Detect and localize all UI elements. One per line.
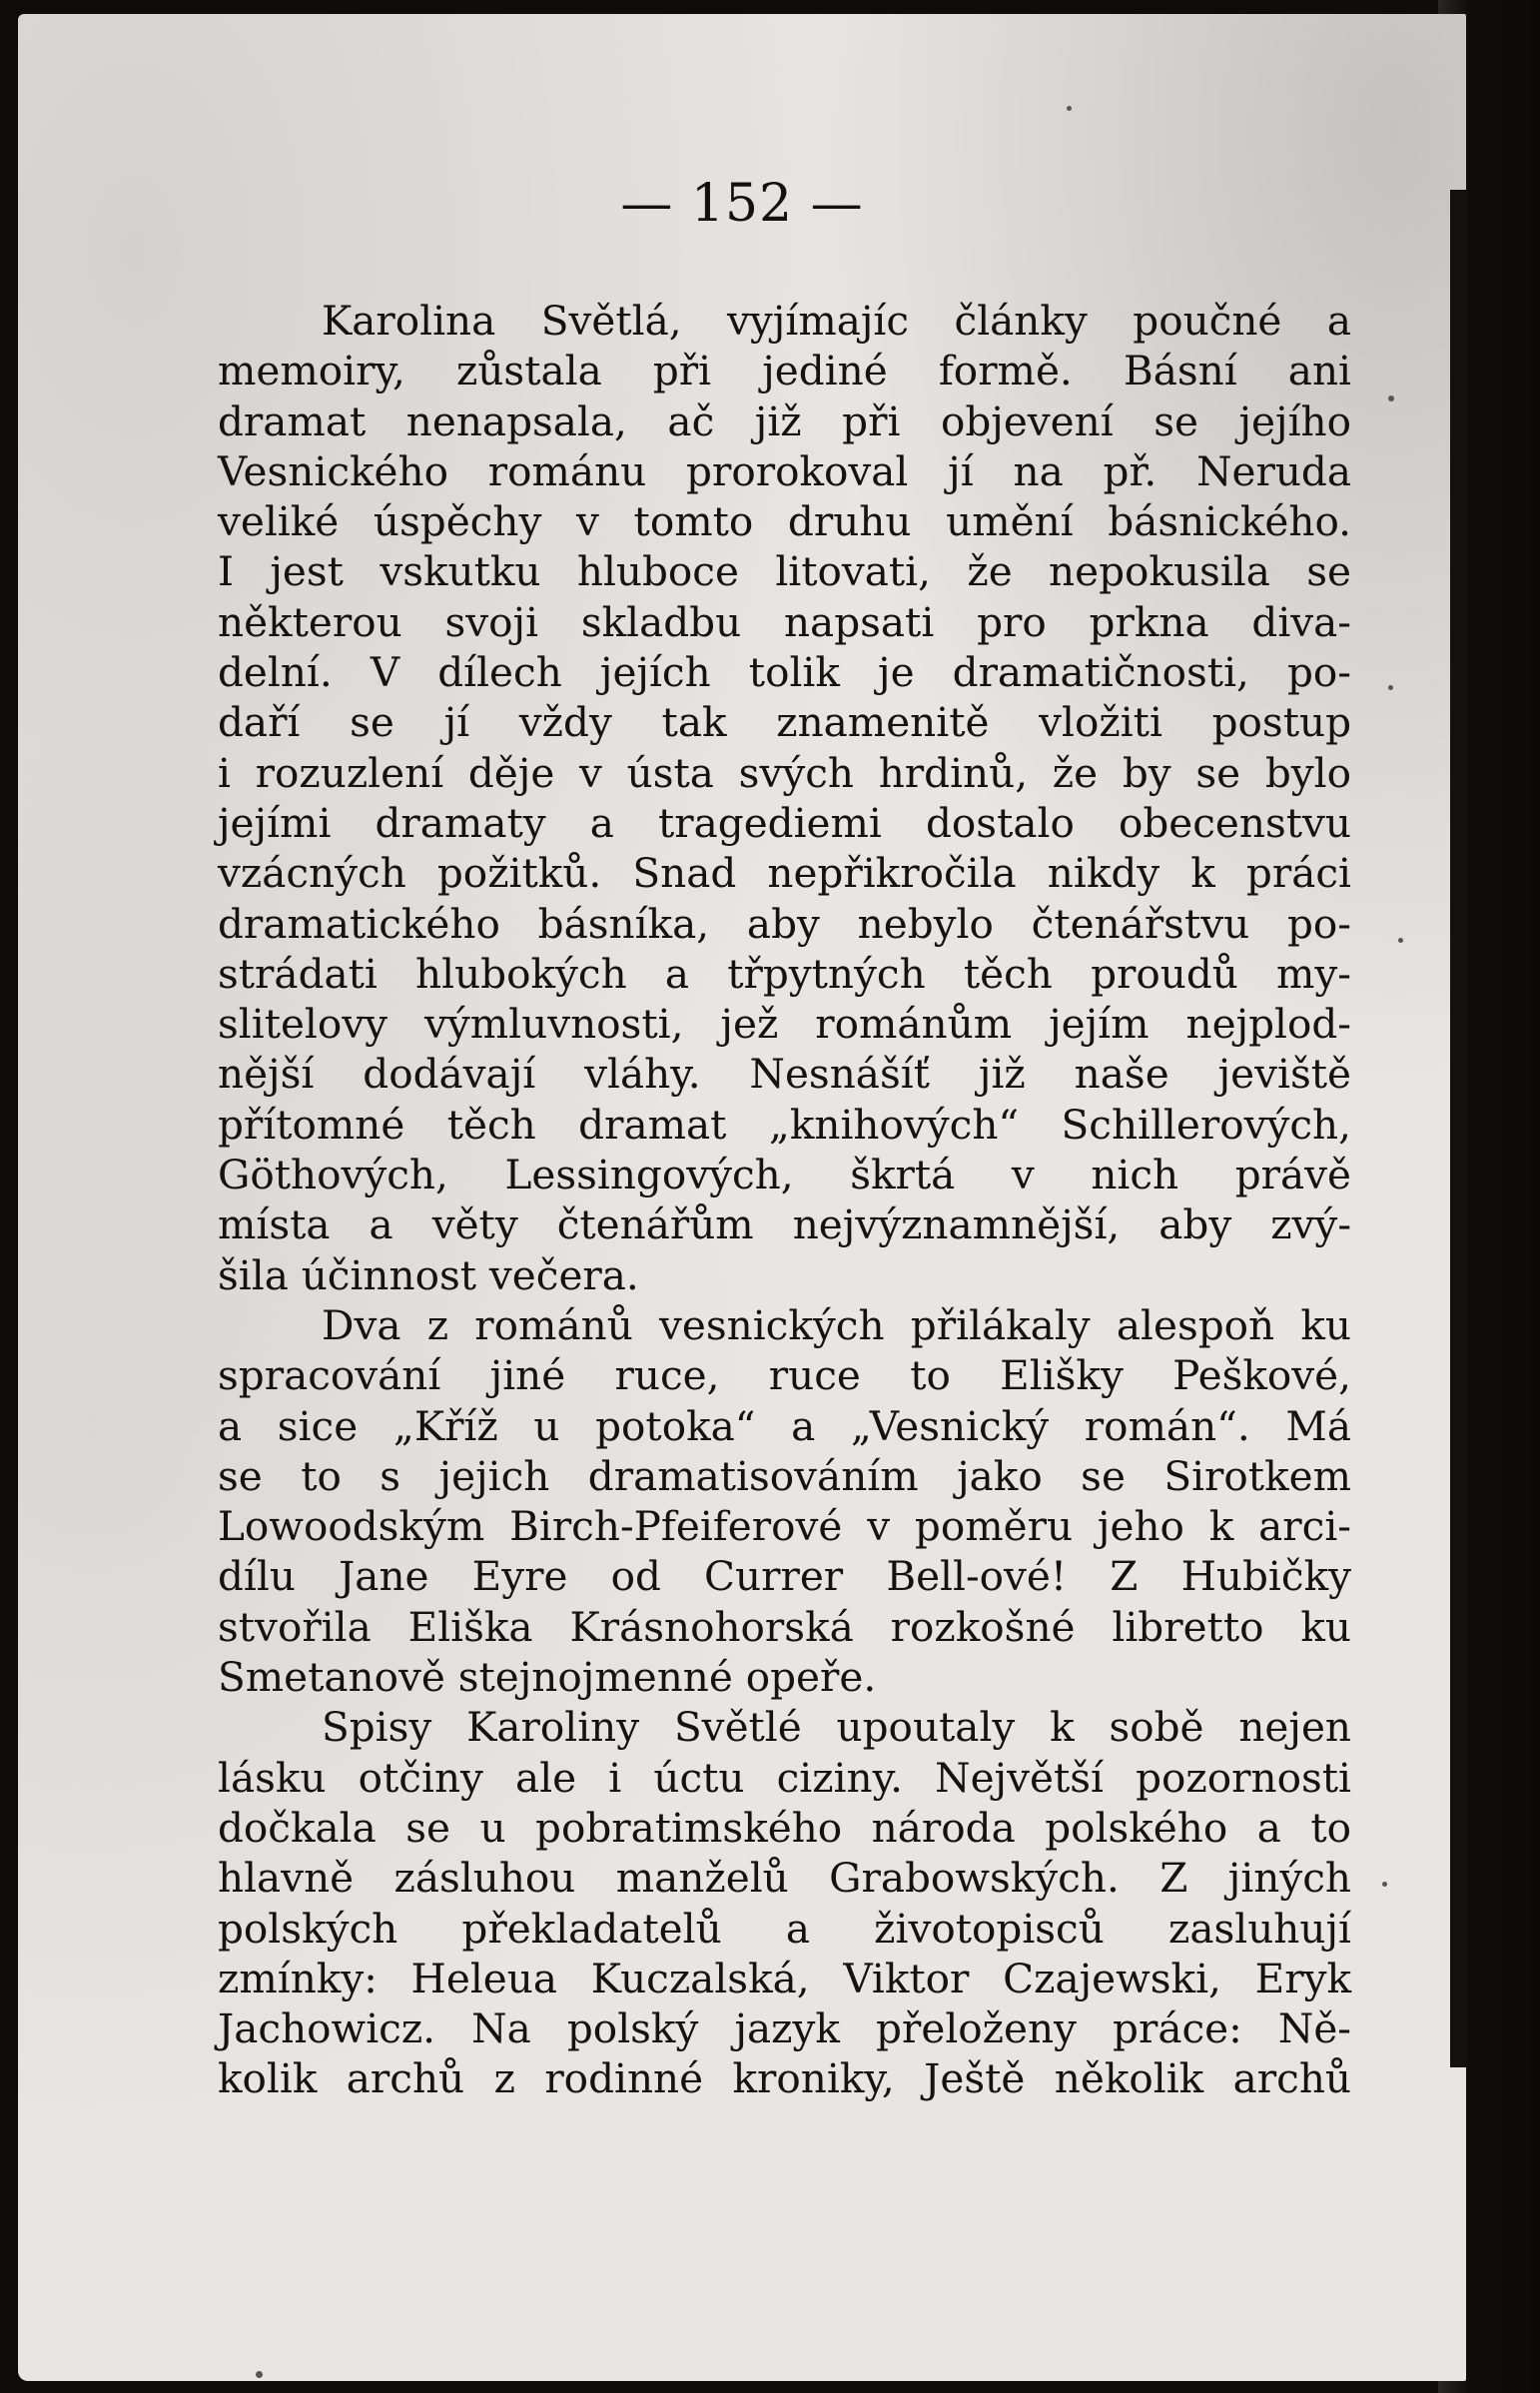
text-line: Lowoodským Birch-Pfeiferové v poměru jeho k arci- (218, 1502, 1351, 1551)
scan-speck (1388, 685, 1393, 690)
paragraph-3 (218, 1702, 1351, 2103)
text-line: jejími dramaty a tragediemi dostalo obecenstvu (218, 798, 1351, 847)
text-line: polských překladatelů a životopisců zasluhují (218, 1904, 1351, 1953)
text-line: hlavně zásluhou manželů Grabowských. Z jiných (218, 1854, 1351, 1903)
page-number: — 152 — (620, 174, 864, 234)
page-edge-strip (1450, 190, 1466, 2067)
text-line: i rozuzlení děje v ústa svých hrdinů, že by se bylo (218, 748, 1351, 797)
text-line: některou svoji skladbu napsati pro prkna diva- (218, 597, 1351, 646)
text-line: lásku otčiny ale i úctu ciziny. Největší pozornosti (218, 1753, 1351, 1802)
text-line: strádati hlubokých a třpytných těch proudů my- (218, 949, 1351, 998)
text-line: Smetanově stejnojmenné opeře. (218, 1653, 877, 1702)
text-line: daří se jí vždy tak znamenitě vložiti postup (218, 698, 1351, 747)
text-line: nější dodávají vláhy. Nesnášíť již naše jeviště (218, 1050, 1351, 1099)
text-line: Karolina Světlá, vyjímajíc články poučné a (322, 297, 1351, 345)
paragraph-2 (218, 1300, 1351, 1702)
scan-speck (256, 2371, 263, 2378)
text-line: šila účinnost večera. (218, 1250, 639, 1299)
scan-speck (1067, 106, 1072, 111)
text-line: Spisy Karoliny Světlé upoutaly k sobě nejen (322, 1703, 1351, 1752)
text-line: Jachowicz. Na polský jazyk přeloženy práce: Ně- (218, 2004, 1351, 2053)
text-line: veliké úspěchy v tomto druhu umění básnického. (218, 497, 1351, 546)
text-line: přítomné těch dramat „knihových“ Schillerových, (218, 1100, 1351, 1149)
text-line: spracování jiné ruce, ruce to Elišky Peškové, (218, 1351, 1351, 1400)
text-line: Göthových, Lessingových, škrtá v nich právě (218, 1151, 1351, 1199)
paragraph-1 (218, 296, 1351, 1300)
text-line: dramatického básníka, aby nebylo čtenářstvu po- (218, 899, 1351, 948)
text-line: slitelovy výmluvnosti, jež románům jejím nejplod- (218, 1000, 1351, 1049)
scan-speck (1398, 938, 1403, 943)
text-line: zmínky: Heleua Kuczalská, Viktor Czajewski, Eryk (218, 1954, 1351, 2002)
text-line: I jest vskutku hluboce litovati, že nepokusila se (218, 547, 1351, 596)
text-line: vzácných požitků. Snad nepřikročila nikdy k práci (218, 849, 1351, 898)
scan-speck (1388, 396, 1394, 401)
book-page (18, 14, 1466, 2381)
text-line: kolik archů z rodinné kroniky, Ještě několik archů (218, 2054, 1351, 2103)
text-line: a sice „Kříž u potoka“ a „Vesnický román“. Má (218, 1401, 1351, 1450)
text-line: Vesnického románu prorokoval jí na př. Neruda (218, 446, 1351, 495)
text-line: se to s jejich dramatisováním jako se Sirotkem (218, 1451, 1351, 1500)
text-line: dočkala se u pobratimského národa polského a to (218, 1803, 1351, 1852)
text-line: stvořila Eliška Krásnohorská rozkošné libretto ku (218, 1602, 1351, 1651)
text-line: dílu Jane Eyre od Currer Bell-ové! Z Hubičky (218, 1552, 1351, 1601)
scan-speck (1382, 1882, 1387, 1887)
text-line: memoiry, zůstala při jediné formě. Básní ani (218, 347, 1351, 396)
text-line: delní. V dílech jejích tolik je dramatičnosti, po- (218, 648, 1351, 697)
text-line: místa a věty čtenářům nejvýznamnější, aby zvý- (218, 1200, 1351, 1249)
body-text (218, 296, 1351, 2104)
text-line: dramat nenapsala, ač již při objevení se jejího (218, 397, 1351, 445)
text-line: Dva z románů vesnických přilákaly alespoň ku (322, 1300, 1351, 1349)
